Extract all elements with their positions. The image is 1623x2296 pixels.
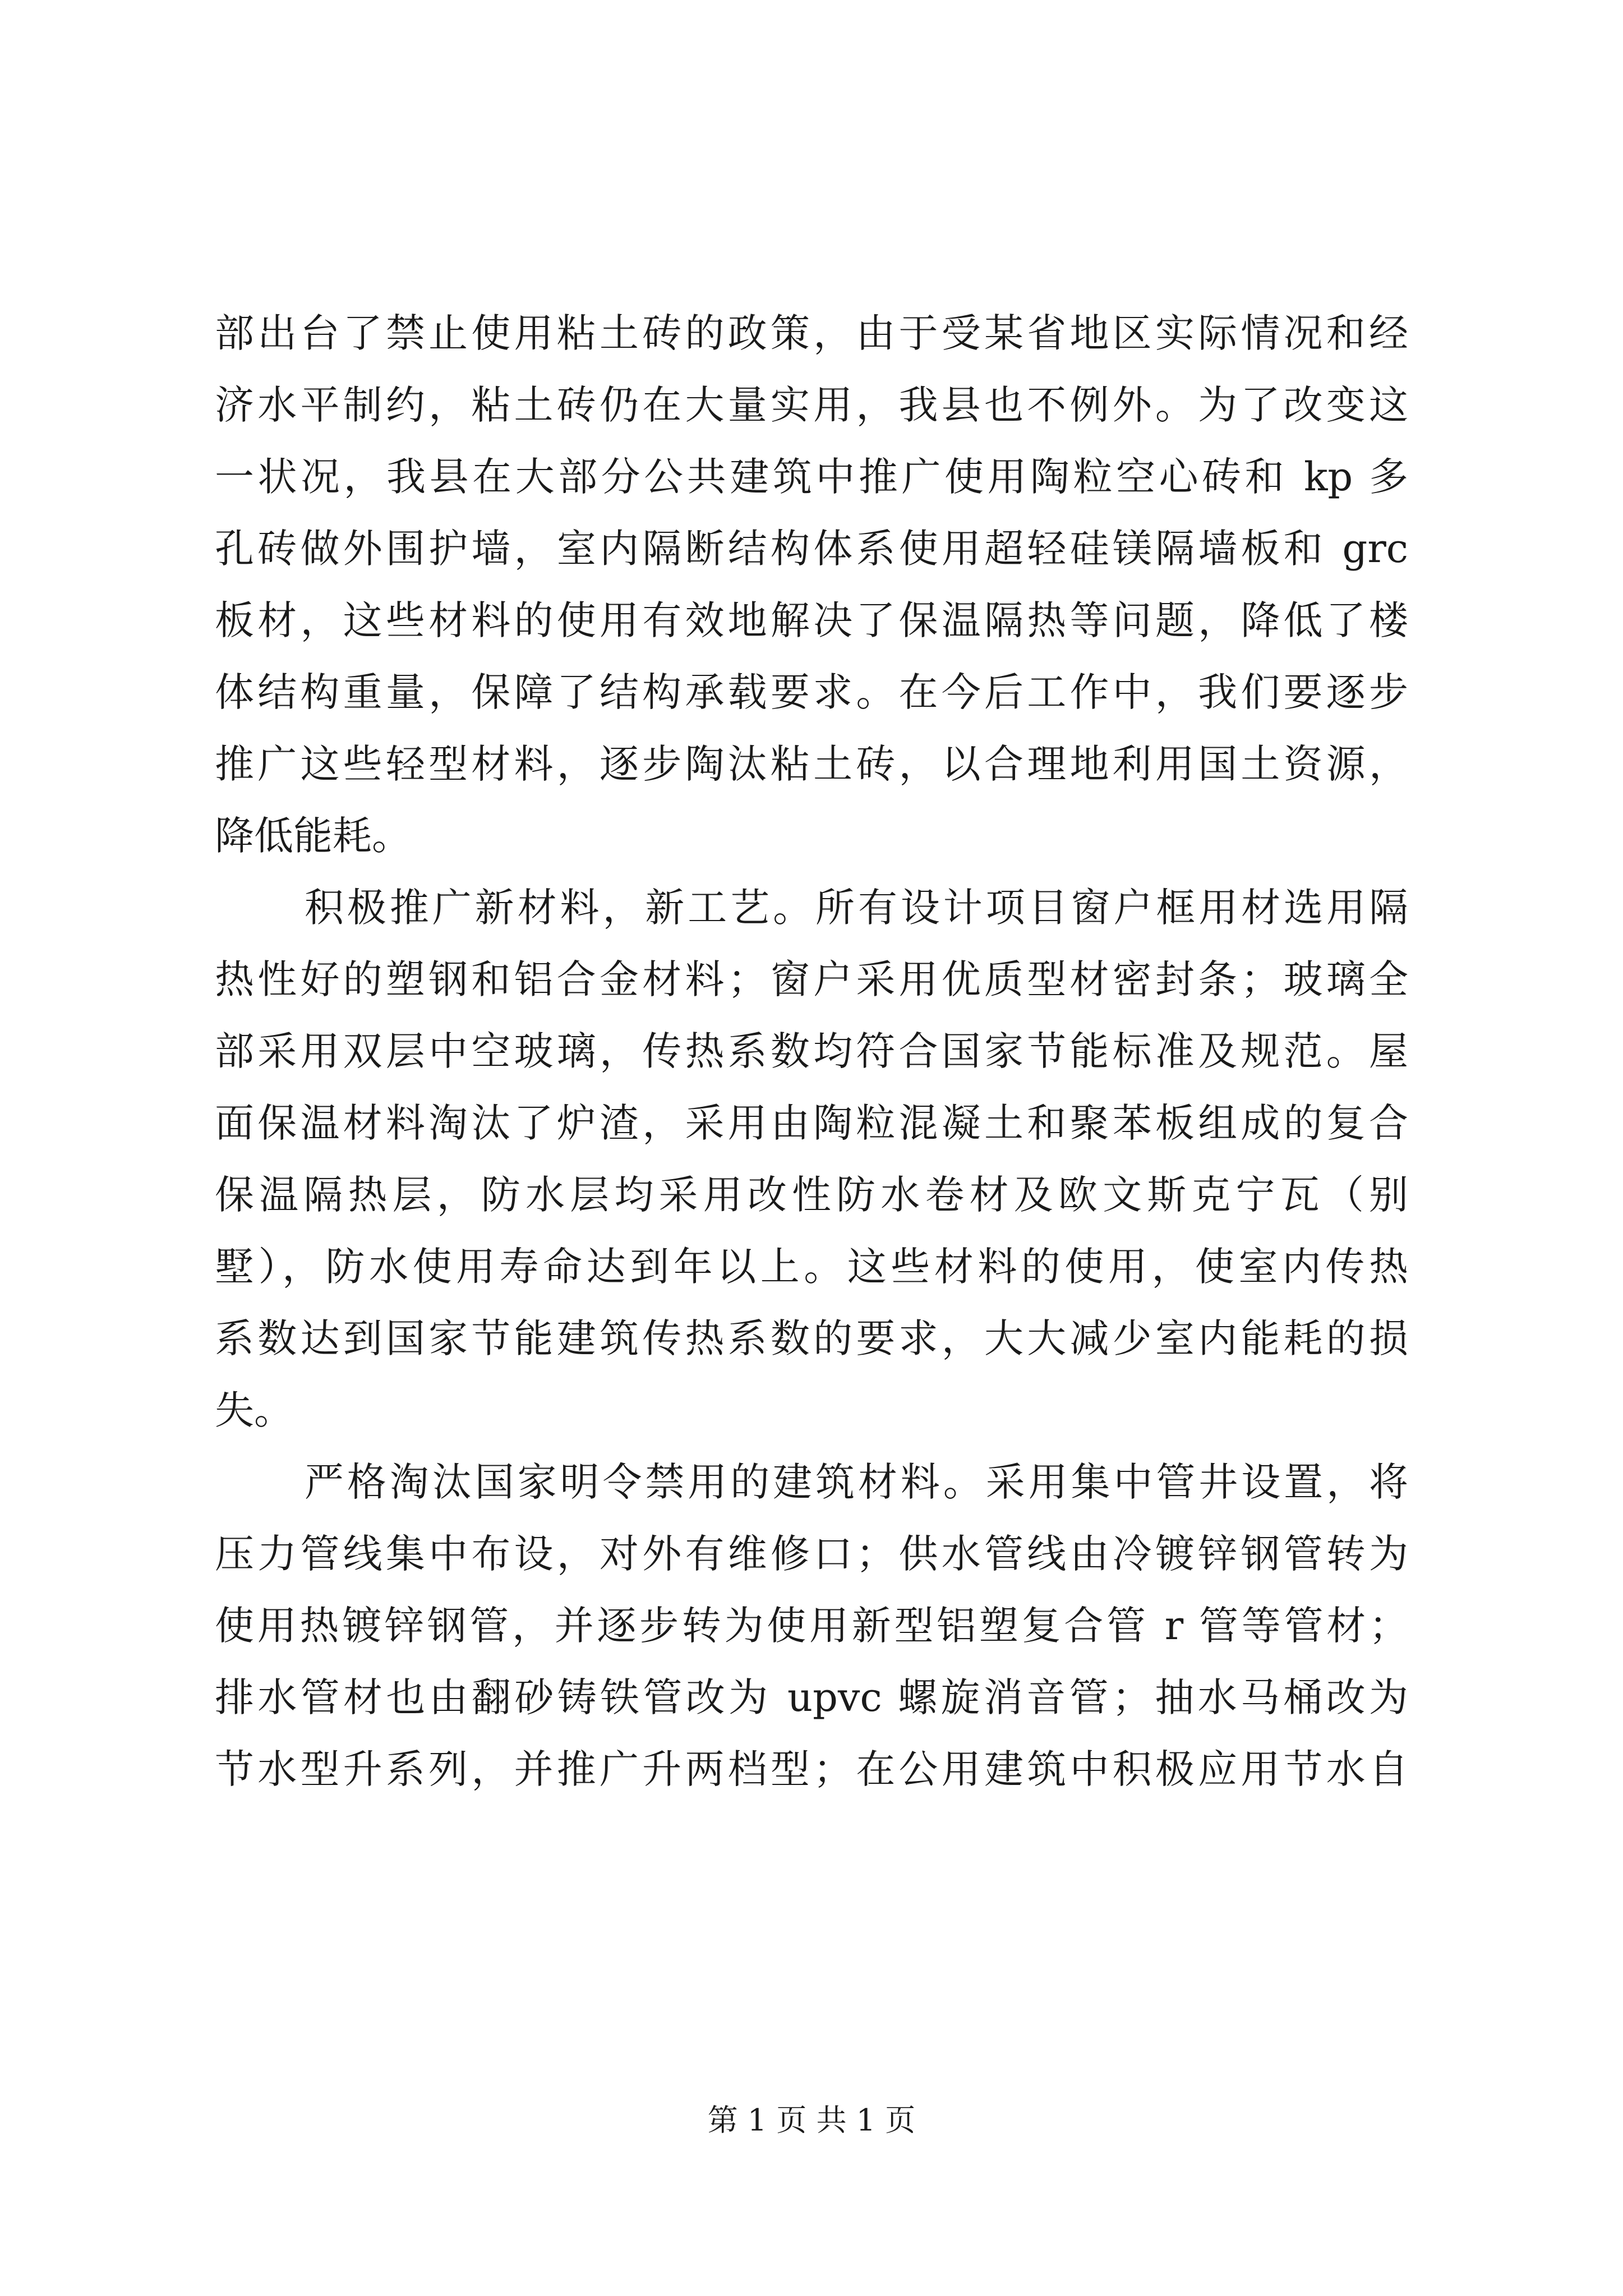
paragraph-start-line: 积极推广新材料，新工艺。所有设计项目窗户框用材选用隔 [305, 885, 1408, 931]
text-line: 板材，这些材料的使用有效地解决了保温隔热等问题，降低了楼 [215, 597, 1408, 643]
text-line: 济水平制约，粘土砖仍在大量实用，我县也不例外。为了改变这 [215, 382, 1408, 428]
paragraph-start-line: 严格淘汰国家明令禁用的建筑材料。采用集中管井设置，将 [305, 1459, 1408, 1505]
text-line: 节水型升系列，并推广升两档型；在公用建筑中积极应用节水自 [215, 1746, 1408, 1792]
document-body [215, 297, 1408, 1805]
text-line: 系数达到国家节能建筑传热系数的要求，大大减少室内能耗的损 [215, 1315, 1408, 1361]
text-line: 部出台了禁止使用粘土砖的政策，由于受某省地区实际情况和经 [215, 310, 1408, 356]
text-line: 热性好的塑钢和铝合金材料；窗户采用优质型材密封条；玻璃全 [215, 956, 1408, 1002]
text-line: 孔砖做外围护墙，室内隔断结构体系使用超轻硅镁隔墙板和 grc [215, 526, 1408, 572]
text-line: 使用热镀锌钢管，并逐步转为使用新型铝塑复合管 r 管等管材； [215, 1603, 1408, 1649]
text-line: 压力管线集中布设，对外有维修口；供水管线由冷镀锌钢管转为 [215, 1531, 1408, 1577]
page-footer [0, 2101, 1623, 2140]
text-line: 排水管材也由翻砂铸铁管改为 upvc 螺旋消音管；抽水马桶改为 [215, 1674, 1408, 1720]
text-line: 失。 [215, 1387, 293, 1433]
text-line: 降低能耗。 [215, 813, 411, 859]
text-line: 体结构重量，保障了结构承载要求。在今后工作中，我们要逐步 [215, 669, 1408, 715]
text-line: 保温隔热层，防水层均采用改性防水卷材及欧文斯克宁瓦（别 [215, 1172, 1408, 1218]
text-line: 面保温材料淘汰了炉渣，采用由陶粒混凝土和聚苯板组成的复合 [215, 1100, 1408, 1146]
text-line: 墅），防水使用寿命达到年以上。这些材料的使用，使室内传热 [215, 1244, 1408, 1290]
text-line: 部采用双层中空玻璃，传热系数均符合国家节能标准及规范。屋 [215, 1028, 1408, 1074]
text-line: 一状况，我县在大部分公共建筑中推广使用陶粒空心砖和 kp 多 [215, 454, 1408, 500]
page-number-label: 第 1 页 共 1 页 [707, 2102, 916, 2138]
text-line: 推广这些轻型材料，逐步陶汰粘土砖，以合理地利用国土资源， [215, 741, 1408, 787]
